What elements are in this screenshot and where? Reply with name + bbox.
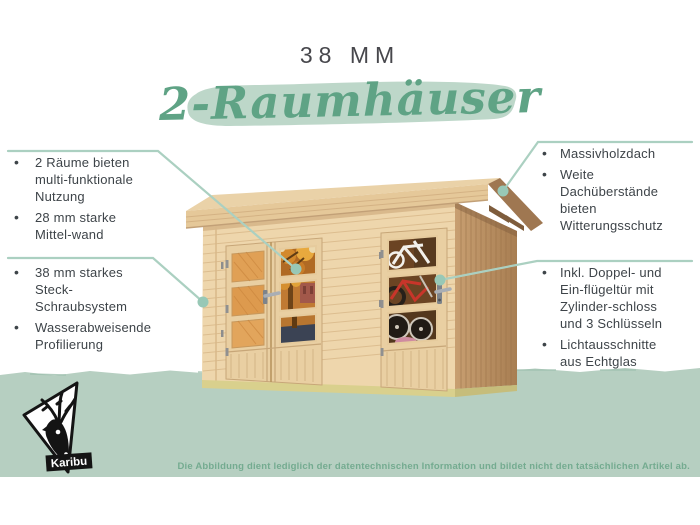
callout-text: 38 mm starkes Steck-Schraubsystem — [35, 265, 128, 314]
callout-item — [14, 154, 149, 205]
leader-dot — [498, 186, 509, 197]
callout-text: 28 mm starke Mittel-wand — [35, 210, 117, 242]
shed — [186, 178, 543, 397]
callout-item — [542, 166, 686, 234]
callout-text: Massivholzdach — [560, 146, 656, 161]
disclaimer-text: Die Abbildung dient lediglich der datentechnischen Information und bildet nicht den tatsächlichen Artikel ab. — [177, 461, 690, 472]
double-door — [226, 238, 323, 385]
callout-left-bottom — [14, 264, 152, 357]
leader-dot — [435, 275, 446, 286]
leader-dot — [291, 264, 302, 275]
bullet-icon: • — [14, 319, 20, 335]
callout-text: 2 Räume bieten multi-funktionale Nutzung — [35, 155, 134, 204]
callout-right-bottom — [542, 264, 670, 374]
bullet-icon: • — [14, 154, 20, 170]
callout-right-top — [542, 145, 686, 238]
bullet-icon: • — [542, 264, 548, 280]
callout-item — [14, 209, 149, 243]
shed-right-wall — [455, 202, 517, 389]
product-line-title: 2-Raumhäuser — [158, 70, 542, 131]
callout-text: Lichtausschnitte aus Echtglas — [560, 337, 657, 369]
callout-item — [542, 336, 670, 370]
callout-item — [14, 264, 149, 315]
leader-dot — [198, 297, 209, 308]
thickness-label: 38 MM — [299, 42, 401, 68]
callout-item — [542, 145, 686, 162]
bullet-icon: • — [542, 166, 548, 182]
callout-item — [542, 264, 670, 332]
bullet-icon: • — [542, 336, 548, 352]
single-door — [381, 228, 451, 391]
door-window — [385, 234, 439, 347]
svg-text:Karibu: Karibu — [50, 455, 88, 471]
callout-item — [14, 319, 152, 353]
callout-text: Inkl. Doppel- und Ein-flügeltür mit Zylinder-schloss und 3 Schlüsseln — [560, 265, 663, 331]
callout-left-top — [14, 154, 149, 247]
bullet-icon: • — [14, 209, 20, 225]
bullet-icon: • — [14, 264, 20, 280]
callout-text: Wasserabweisende Profilierung — [35, 320, 152, 352]
callout-text: Weite Dachüberstände bieten Witterungsschutz — [560, 167, 663, 233]
bullet-icon: • — [542, 145, 548, 161]
